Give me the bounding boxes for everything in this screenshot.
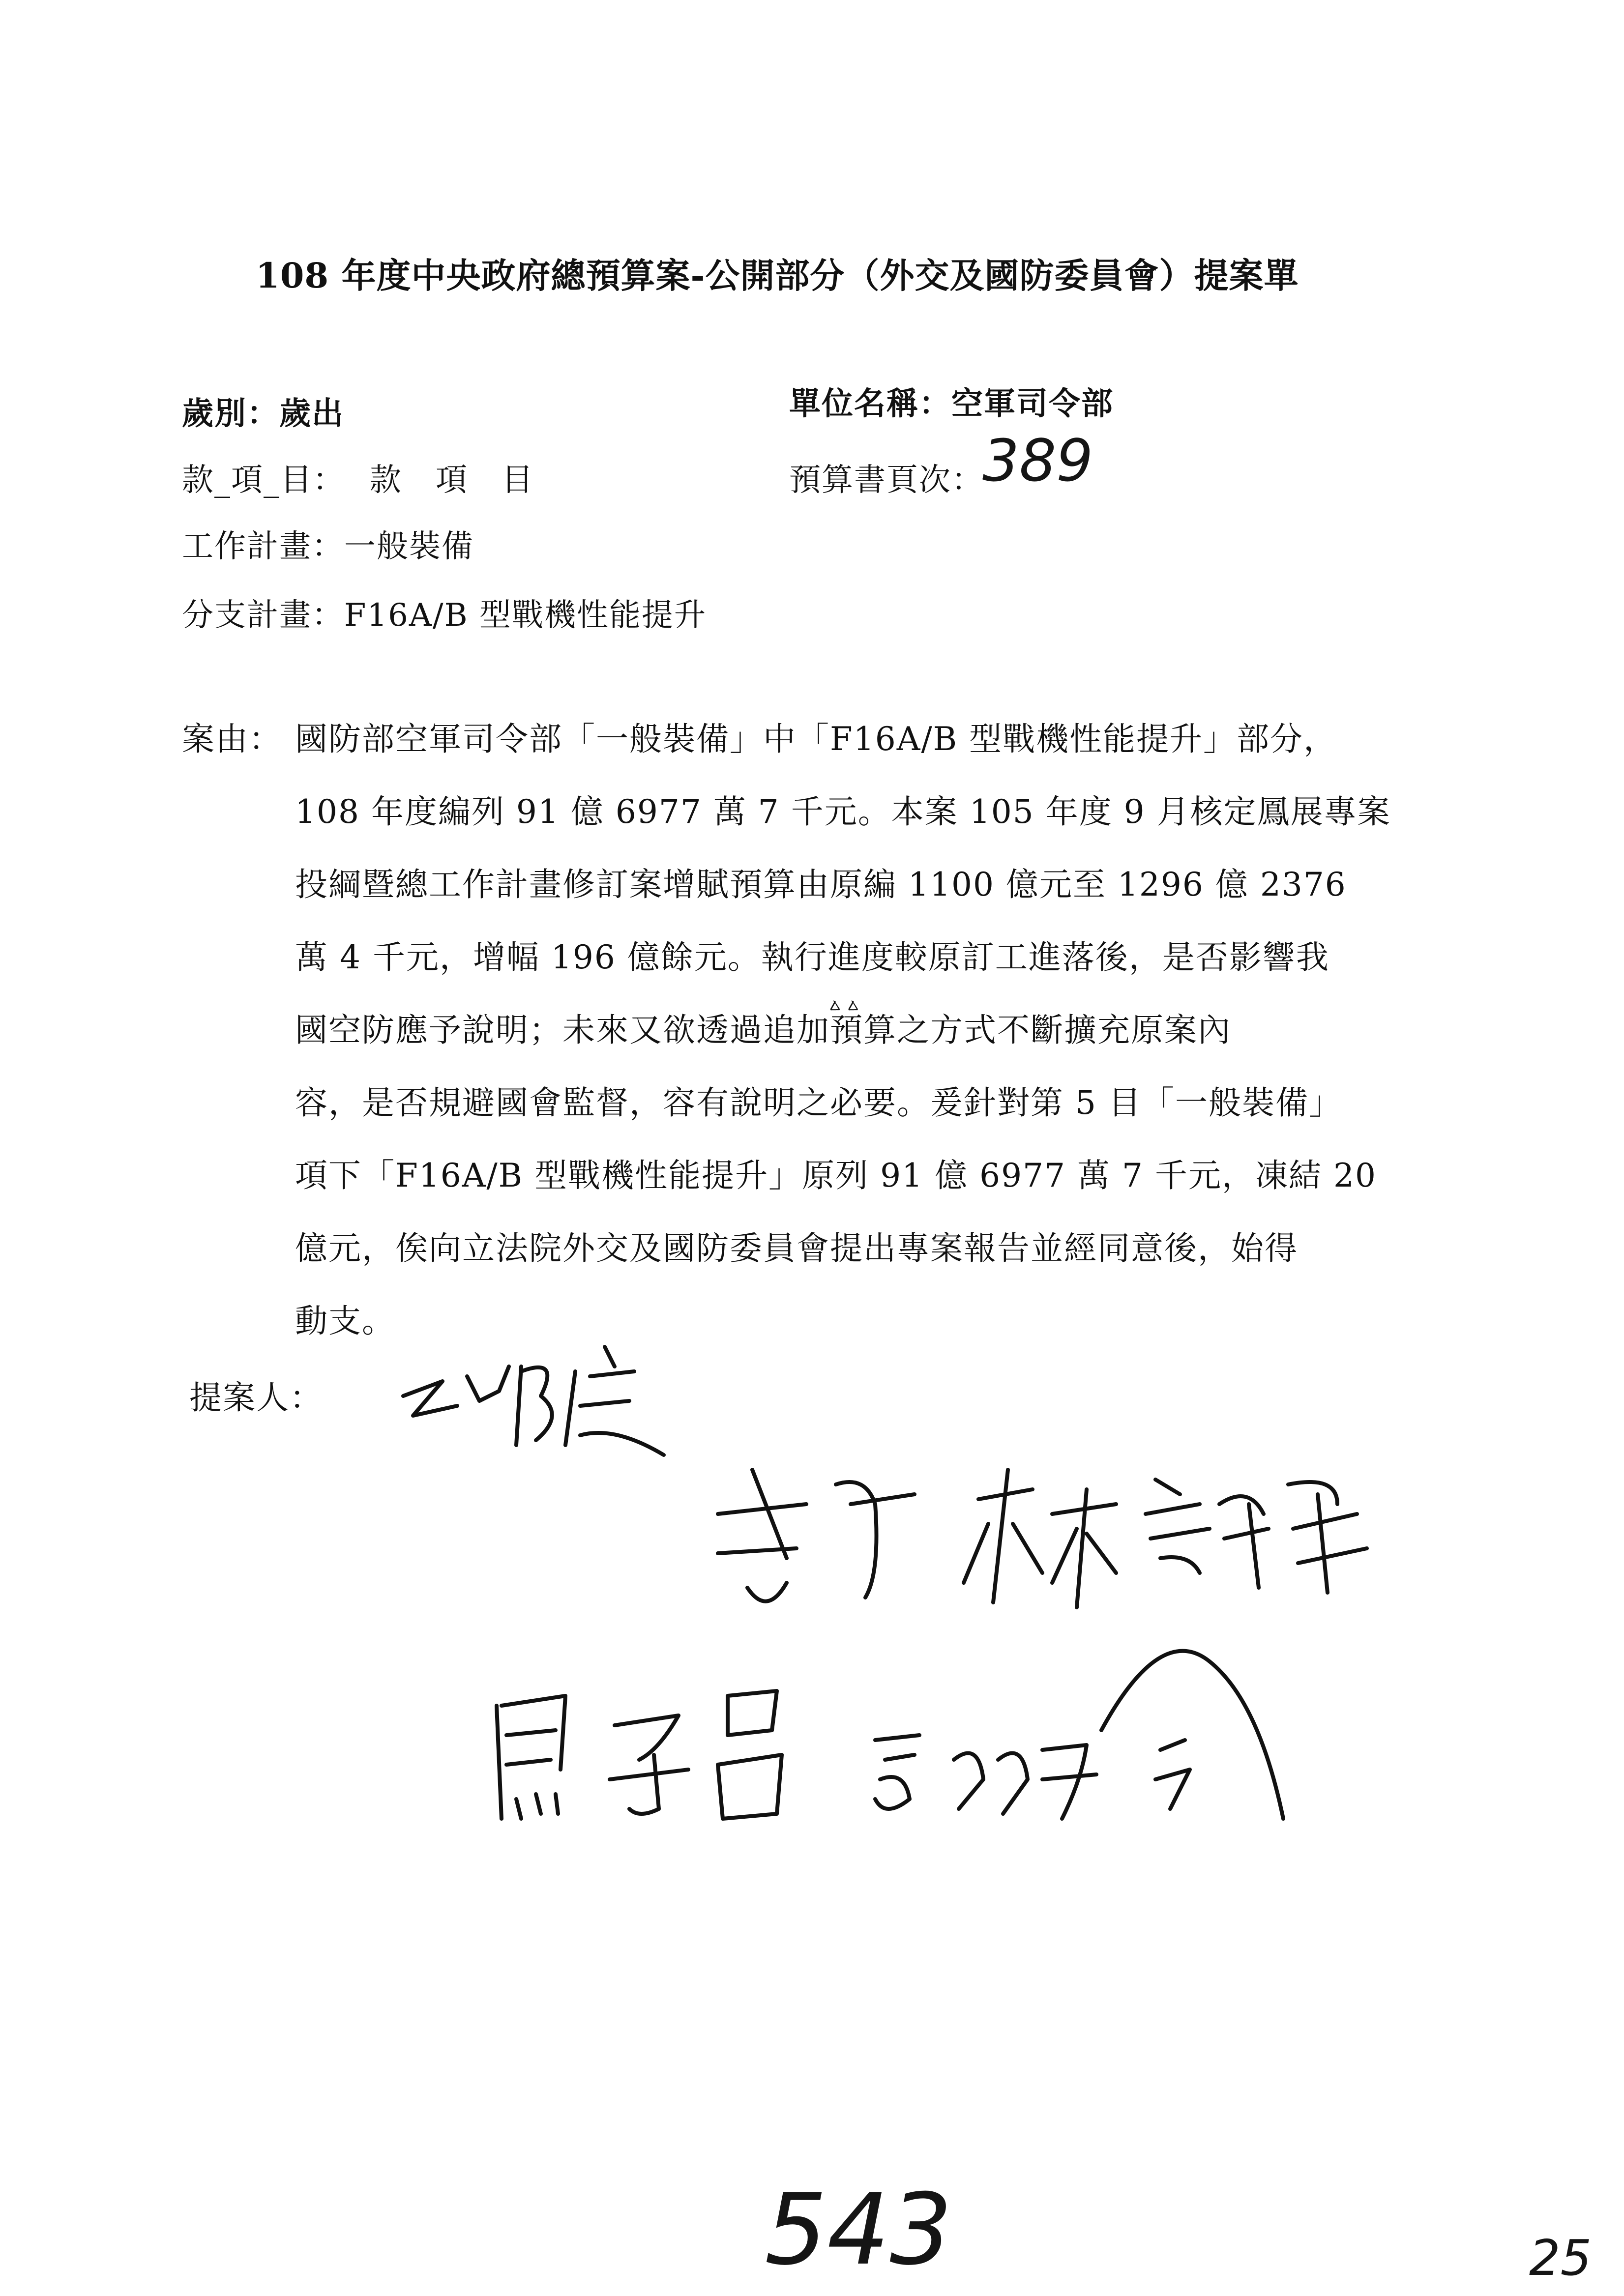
proposer-label: 提案人： [189, 1379, 323, 1417]
case-line: 億元，俟向立法院外交及國防委員會提出專案報告並經同意後，始得 [295, 1229, 1298, 1267]
case-line: 108 年度編列 91 億 6977 萬 7 千元。本案 105 年度 9 月核定鳳展專案 [295, 793, 1391, 831]
inline-mark: ㅿㅿ [826, 995, 862, 1017]
category-label: 歲別：歲出 [182, 395, 344, 432]
page-ref-handwritten: 389 [982, 427, 1093, 494]
page-ref-label: 預算書頁次： [789, 462, 984, 498]
signature-3 [497, 1651, 1283, 1819]
unit-label: 單位名稱：空軍司令部 [789, 385, 1114, 422]
case-line: 項下「F16A/B 型戰機性能提升」原列 91 億 6977 萬 7 千元，凍結 20 [295, 1157, 1377, 1194]
case-label: 案由： [182, 720, 282, 758]
item-value: 款項目 [370, 462, 567, 498]
signature-2 [718, 1470, 1367, 1607]
subplan-label: 分支計畫：F16A/B 型戰機性能提升 [182, 597, 707, 634]
case-line: 萬 4 千元，增幅 196 億餘元。執行進度較原訂工進落後，是否影響我 [295, 938, 1329, 976]
document-title: 108 年度中央政府總預算案-公開部分（外交及國防委員會）提案單 [256, 255, 1299, 296]
item-label: 款_項_目： [182, 462, 345, 498]
case-line: 國防部空軍司令部「一般裝備」中「F16A/B 型戰機性能提升」部分， [295, 720, 1337, 758]
handwritten-page-number: 543 [765, 2173, 952, 2287]
handwritten-corner-number: 25 [1529, 2229, 1592, 2287]
plan-label: 工作計畫：一般裝備 [182, 528, 474, 565]
case-line: 投綱暨總工作計畫修訂案增賦預算由原編 1100 億元至 1296 億 2376 [295, 866, 1347, 903]
case-line: 容，是否規避國會監督，容有說明之必要。爰針對第 5 目「一般裝備」 [295, 1084, 1342, 1122]
signature-1 [403, 1347, 664, 1455]
case-line: 國空防應予說明；未來又欲透過追加預算之方式不斷擴充原案內 [295, 1011, 1231, 1049]
case-line: 動支。 [295, 1302, 395, 1340]
